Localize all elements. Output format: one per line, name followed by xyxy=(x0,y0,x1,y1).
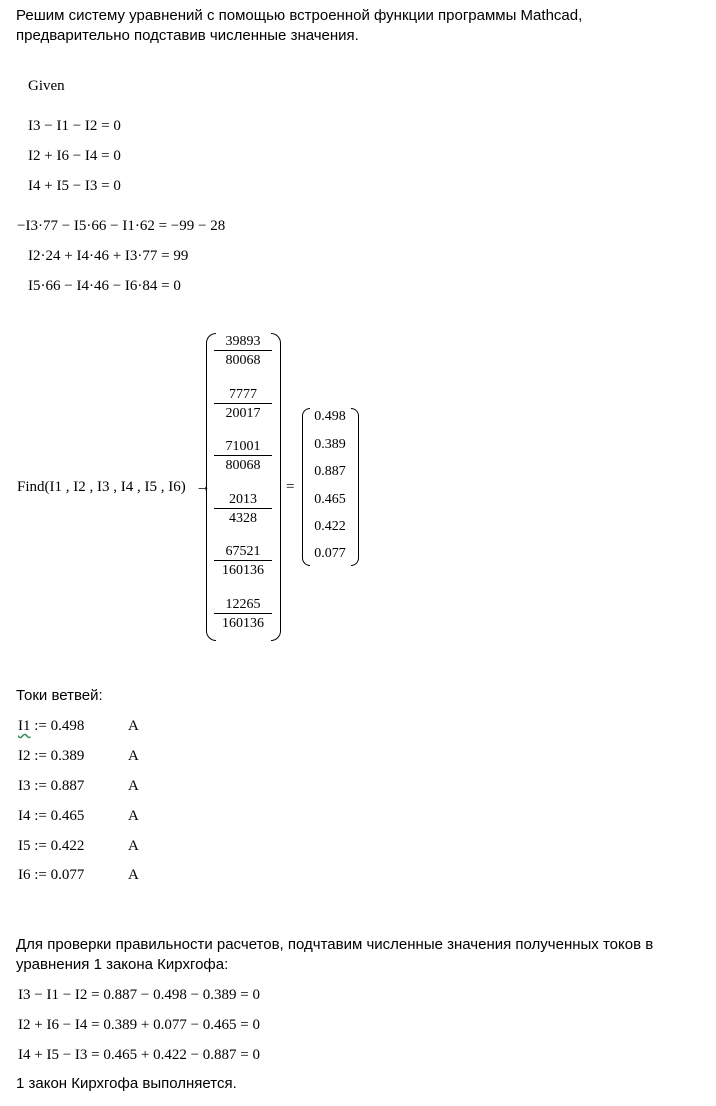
find-expression[interactable] xyxy=(17,477,210,497)
vector-left-bracket xyxy=(302,408,310,566)
assignment-value: := 0.498 xyxy=(30,718,85,734)
equation-5[interactable]: I2·24 + I4·46 + I3·77 = 99 xyxy=(28,248,189,264)
variable-name: I3 xyxy=(18,778,31,794)
fraction-denominator: 160136 xyxy=(222,563,264,578)
check-heading-line-1: Для проверки правильности расчетов, подчтавим численные значения полученных токов в xyxy=(16,936,654,953)
unit-label-3: A xyxy=(128,778,139,794)
equals-sign: = xyxy=(286,479,295,495)
fraction-numerator: 7777 xyxy=(214,386,272,404)
fraction-6 xyxy=(214,596,272,631)
equation-6[interactable]: I5·66 − I4·46 − I6·84 = 0 xyxy=(28,278,181,294)
currents-heading: Токи ветвей: xyxy=(16,687,103,704)
fraction-3 xyxy=(214,438,272,473)
check-equation-3[interactable]: I4 + I5 − I3 = 0.465 + 0.422 − 0.887 = 0 xyxy=(18,1047,260,1063)
variable-name: I1 xyxy=(18,718,31,734)
decimal-value-6: 0.077 xyxy=(314,546,346,561)
unit-label-5: A xyxy=(128,838,139,854)
check-equation-2[interactable]: I2 + I6 − I4 = 0.389 + 0.077 − 0.465 = 0 xyxy=(18,1017,260,1033)
fraction-1 xyxy=(214,333,272,368)
check-equation-1[interactable]: I3 − I1 − I2 = 0.887 − 0.498 − 0.389 = 0 xyxy=(18,987,260,1003)
intro-line-1: Решим систему уравнений с помощью встроенной функции программы Mathcad, xyxy=(16,7,583,24)
symbolic-arrow: → xyxy=(195,479,211,495)
assignment-value: := 0.389 xyxy=(30,748,85,764)
fraction-denominator: 80068 xyxy=(225,458,261,473)
unit-label-6: A xyxy=(128,867,139,883)
equation-4[interactable]: −I3·77 − I5·66 − I1·62 = −99 − 28 xyxy=(17,218,226,234)
fraction-numerator: 39893 xyxy=(214,333,272,351)
fraction-2 xyxy=(214,386,272,421)
current-assignment-1[interactable] xyxy=(18,716,84,736)
unit-label-1: A xyxy=(128,718,139,734)
fraction-5 xyxy=(214,543,272,578)
variable-name: I4 xyxy=(18,808,31,824)
decimal-value-4: 0.465 xyxy=(314,492,346,507)
fraction-denominator: 20017 xyxy=(225,406,261,421)
fraction-denominator: 4328 xyxy=(229,511,257,526)
current-assignment-5[interactable] xyxy=(18,836,84,856)
variable-name: I2 xyxy=(18,748,31,764)
fraction-numerator: 67521 xyxy=(214,543,272,561)
fraction-numerator: 2013 xyxy=(214,491,272,509)
intro-text xyxy=(16,6,582,46)
unit-label-4: A xyxy=(128,808,139,824)
find-call: Find(I1 , I2 , I3 , I4 , I5 , I6) xyxy=(17,479,186,495)
fraction-4 xyxy=(214,491,272,526)
assignment-value: := 0.465 xyxy=(30,808,85,824)
equation-3[interactable]: I4 + I5 − I3 = 0 xyxy=(28,178,121,194)
decimal-value-3: 0.887 xyxy=(314,464,346,479)
decimal-value-1: 0.498 xyxy=(314,409,346,424)
assignment-value: := 0.077 xyxy=(30,867,85,883)
given-keyword[interactable]: Given xyxy=(28,78,65,94)
unit-label-2: A xyxy=(128,748,139,764)
check-heading-line-2: уравнения 1 закона Кирхгофа: xyxy=(16,956,229,973)
fraction-denominator: 160136 xyxy=(222,616,264,631)
current-assignment-3[interactable] xyxy=(18,776,84,796)
matrix-left-bracket xyxy=(206,333,216,641)
variable-name: I6 xyxy=(18,867,31,883)
equation-1[interactable]: I3 − I1 − I2 = 0 xyxy=(28,118,121,134)
check-heading xyxy=(16,935,653,975)
fraction-numerator: 71001 xyxy=(214,438,272,456)
current-assignment-6[interactable] xyxy=(18,865,84,885)
matrix-right-bracket xyxy=(271,333,281,641)
fraction-numerator: 12265 xyxy=(214,596,272,614)
fraction-denominator: 80068 xyxy=(225,353,261,368)
current-assignment-2[interactable] xyxy=(18,746,84,766)
current-assignment-4[interactable] xyxy=(18,806,84,826)
assignment-value: := 0.887 xyxy=(30,778,85,794)
vector-right-bracket xyxy=(351,408,359,566)
decimal-value-2: 0.389 xyxy=(314,437,346,452)
equation-2[interactable]: I2 + I6 − I4 = 0 xyxy=(28,148,121,164)
conclusion-text: 1 закон Кирхгофа выполняется. xyxy=(16,1075,237,1092)
assignment-value: := 0.422 xyxy=(30,838,85,854)
variable-name: I5 xyxy=(18,838,31,854)
decimal-value-5: 0.422 xyxy=(314,519,346,534)
intro-line-2: предварительно подставив численные значения. xyxy=(16,27,359,44)
